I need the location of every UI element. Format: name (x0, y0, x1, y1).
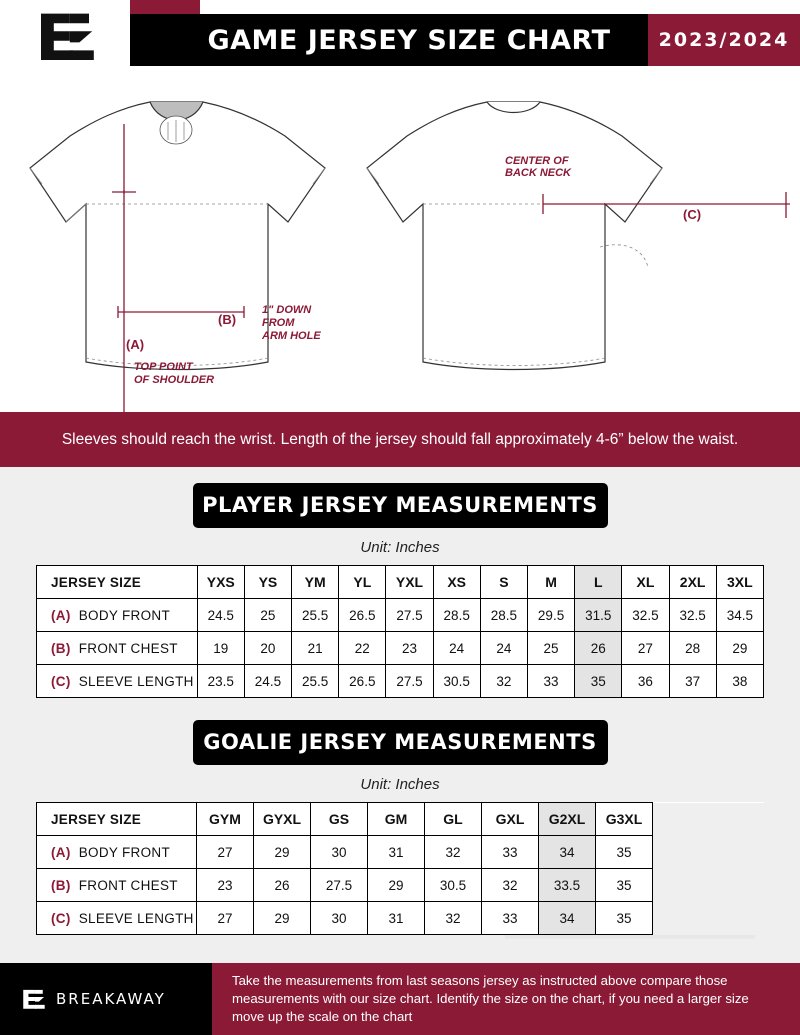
footer-instructions: Take the measurements from last seasons jersey as instructed above compare those measurements with our size chart. Identify the size on the chart, if you need a larger size move up the scale on the chart (212, 963, 800, 1035)
table-cell-measurement: 35 (596, 902, 653, 935)
player-measurements-table (36, 565, 764, 698)
table-col-header-size: YXL (386, 566, 433, 599)
table-header-row (37, 803, 764, 836)
table-cell-measurement: 35 (596, 836, 653, 869)
note-band: Sleeves should reach the wrist. Length of the jersey should fall approximately 4-6” below the waist. (0, 412, 800, 467)
table-row (37, 665, 764, 698)
table-col-header-size: 2XL (669, 566, 716, 599)
svg-text:(A): (A) (126, 337, 145, 352)
table-col-header-size: G3XL (596, 803, 653, 836)
table-spacer-cell (653, 803, 764, 836)
svg-text:TOP POINT: TOP POINT (134, 361, 193, 373)
table-col-header-jersey-size: JERSEY SIZE (37, 803, 197, 836)
table-col-header-size: YL (339, 566, 386, 599)
table-cell-measurement: 30 (311, 836, 368, 869)
table-col-header-size: GS (311, 803, 368, 836)
table-cell-measurement: 30 (311, 902, 368, 935)
table-row-label: (A) BODY FRONT (37, 599, 198, 632)
table-cell-measurement: 29 (716, 632, 763, 665)
svg-text:CENTER OF: CENTER OF (505, 155, 569, 167)
table-cell-measurement: 35 (575, 665, 622, 698)
table-cell-measurement: 33 (482, 902, 539, 935)
table-row-label: (C) SLEEVE LENGTH (37, 665, 198, 698)
table-cell-measurement: 33 (527, 665, 574, 698)
table-col-header-size: YM (292, 566, 339, 599)
table-cell-measurement: 36 (622, 665, 669, 698)
table-cell-measurement: 29 (368, 869, 425, 902)
table-col-header-size: G2XL (539, 803, 596, 836)
table-cell-measurement: 24.5 (197, 599, 244, 632)
player-section-title: PLAYER JERSEY MEASUREMENTS (193, 483, 608, 528)
table-col-header-size: S (480, 566, 527, 599)
table-cell-measurement: 27 (197, 836, 254, 869)
table-cell-measurement: 31.5 (575, 599, 622, 632)
table-cell-measurement: 34 (539, 836, 596, 869)
svg-text:BACK NECK: BACK NECK (505, 167, 571, 179)
table-cell-measurement: 31 (368, 902, 425, 935)
svg-text:1" DOWN: 1" DOWN (262, 304, 312, 316)
table-cell-measurement: 26.5 (339, 665, 386, 698)
table-cell-measurement: 27.5 (386, 665, 433, 698)
page-title: GAME JERSEY SIZE CHART (207, 24, 611, 56)
goalie-unit-label: Unit: Inches (360, 776, 440, 794)
table-col-header-size: GYXL (254, 803, 311, 836)
table-row-label: (B) FRONT CHEST (37, 632, 198, 665)
table-col-header-size: GM (368, 803, 425, 836)
table-col-header-size: YXS (197, 566, 244, 599)
table-col-header-size: 3XL (716, 566, 763, 599)
footer-brand (0, 963, 212, 1035)
page-header (0, 0, 800, 72)
goalie-measurements-table (36, 802, 764, 935)
table-spacer-cell (653, 902, 764, 935)
table-row-label: (B) FRONT CHEST (37, 869, 197, 902)
table-cell-measurement: 24 (433, 632, 480, 665)
table-cell-measurement: 38 (716, 665, 763, 698)
table-cell-measurement: 23 (386, 632, 433, 665)
title-bar (130, 14, 800, 66)
table-cell-measurement: 32 (425, 902, 482, 935)
table-spacer-cell (653, 836, 764, 869)
table-cell-measurement: 28 (669, 632, 716, 665)
table-cell-measurement: 34 (539, 902, 596, 935)
table-cell-measurement: 28.5 (480, 599, 527, 632)
table-cell-measurement: 30.5 (433, 665, 480, 698)
table-cell-measurement: 37 (669, 665, 716, 698)
table-cell-measurement: 24 (480, 632, 527, 665)
footer-brand-name: BREAKAWAY (56, 990, 166, 1008)
breakaway-b-logo-icon (20, 984, 46, 1014)
table-cell-measurement: 30.5 (425, 869, 482, 902)
table-row-label: (A) BODY FRONT (37, 836, 197, 869)
table-cell-measurement: 20 (244, 632, 291, 665)
table-cell-measurement: 19 (197, 632, 244, 665)
table-row (37, 632, 764, 665)
table-col-header-size: XS (433, 566, 480, 599)
table-cell-measurement: 25.5 (292, 599, 339, 632)
table-cell-measurement: 32 (480, 665, 527, 698)
table-cell-measurement: 26 (254, 869, 311, 902)
svg-text:ARM HOLE: ARM HOLE (262, 330, 321, 342)
table-row (37, 599, 764, 632)
table-cell-measurement: 25.5 (292, 665, 339, 698)
table-cell-measurement: 25 (527, 632, 574, 665)
jersey-diagram-svg (0, 72, 800, 412)
table-cell-measurement: 32 (482, 869, 539, 902)
svg-text:(C): (C) (683, 207, 702, 222)
brand-logo (0, 0, 130, 72)
table-header-row (37, 566, 764, 599)
table-cell-measurement: 27.5 (386, 599, 433, 632)
table-col-header-size: GYM (197, 803, 254, 836)
svg-text:OF SHOULDER: OF SHOULDER (134, 374, 215, 386)
table-cell-measurement: 27 (197, 902, 254, 935)
goalie-section (0, 698, 800, 935)
table-cell-measurement: 35 (596, 869, 653, 902)
table-cell-measurement: 26.5 (339, 599, 386, 632)
table-cell-measurement: 27.5 (311, 869, 368, 902)
table-cell-measurement: 33 (482, 836, 539, 869)
table-col-header-size: M (527, 566, 574, 599)
season-badge: 2023/2024 (648, 14, 800, 66)
table-col-header-size: GXL (482, 803, 539, 836)
table-cell-measurement: 31 (368, 836, 425, 869)
svg-text:FROM: FROM (262, 317, 295, 329)
table-cell-measurement: 29 (254, 836, 311, 869)
table-cell-measurement: 32.5 (622, 599, 669, 632)
table-spacer-cell (653, 869, 764, 902)
player-unit-label: Unit: Inches (360, 539, 440, 557)
table-col-header-size: GL (425, 803, 482, 836)
table-cell-measurement: 29.5 (527, 599, 574, 632)
table-cell-measurement: 29 (254, 902, 311, 935)
table-col-header-size: L (575, 566, 622, 599)
table-row-label: (C) SLEEVE LENGTH (37, 902, 197, 935)
table-col-header-size: YS (244, 566, 291, 599)
table-cell-measurement: 28.5 (433, 599, 480, 632)
goalie-section-title: GOALIE JERSEY MEASUREMENTS (193, 720, 608, 765)
table-cell-measurement: 32 (425, 836, 482, 869)
player-section (0, 467, 800, 698)
page-footer (0, 963, 800, 1035)
table-col-header-jersey-size: JERSEY SIZE (37, 566, 198, 599)
table-cell-measurement: 26 (575, 632, 622, 665)
table-cell-measurement: 23 (197, 869, 254, 902)
table-cell-measurement: 24.5 (244, 665, 291, 698)
svg-text:(B): (B) (218, 312, 237, 327)
table-row (37, 869, 764, 902)
table-cell-measurement: 22 (339, 632, 386, 665)
table-cell-measurement: 23.5 (197, 665, 244, 698)
table-row (37, 902, 764, 935)
table-cell-measurement: 25 (244, 599, 291, 632)
table-cell-measurement: 27 (622, 632, 669, 665)
table-cell-measurement: 21 (292, 632, 339, 665)
jersey-illustration (0, 72, 800, 412)
table-cell-measurement: 33.5 (539, 869, 596, 902)
table-row (37, 836, 764, 869)
table-cell-measurement: 34.5 (716, 599, 763, 632)
table-col-header-size: XL (622, 566, 669, 599)
breakaway-b-logo-icon (33, 10, 97, 62)
table-cell-measurement: 32.5 (669, 599, 716, 632)
